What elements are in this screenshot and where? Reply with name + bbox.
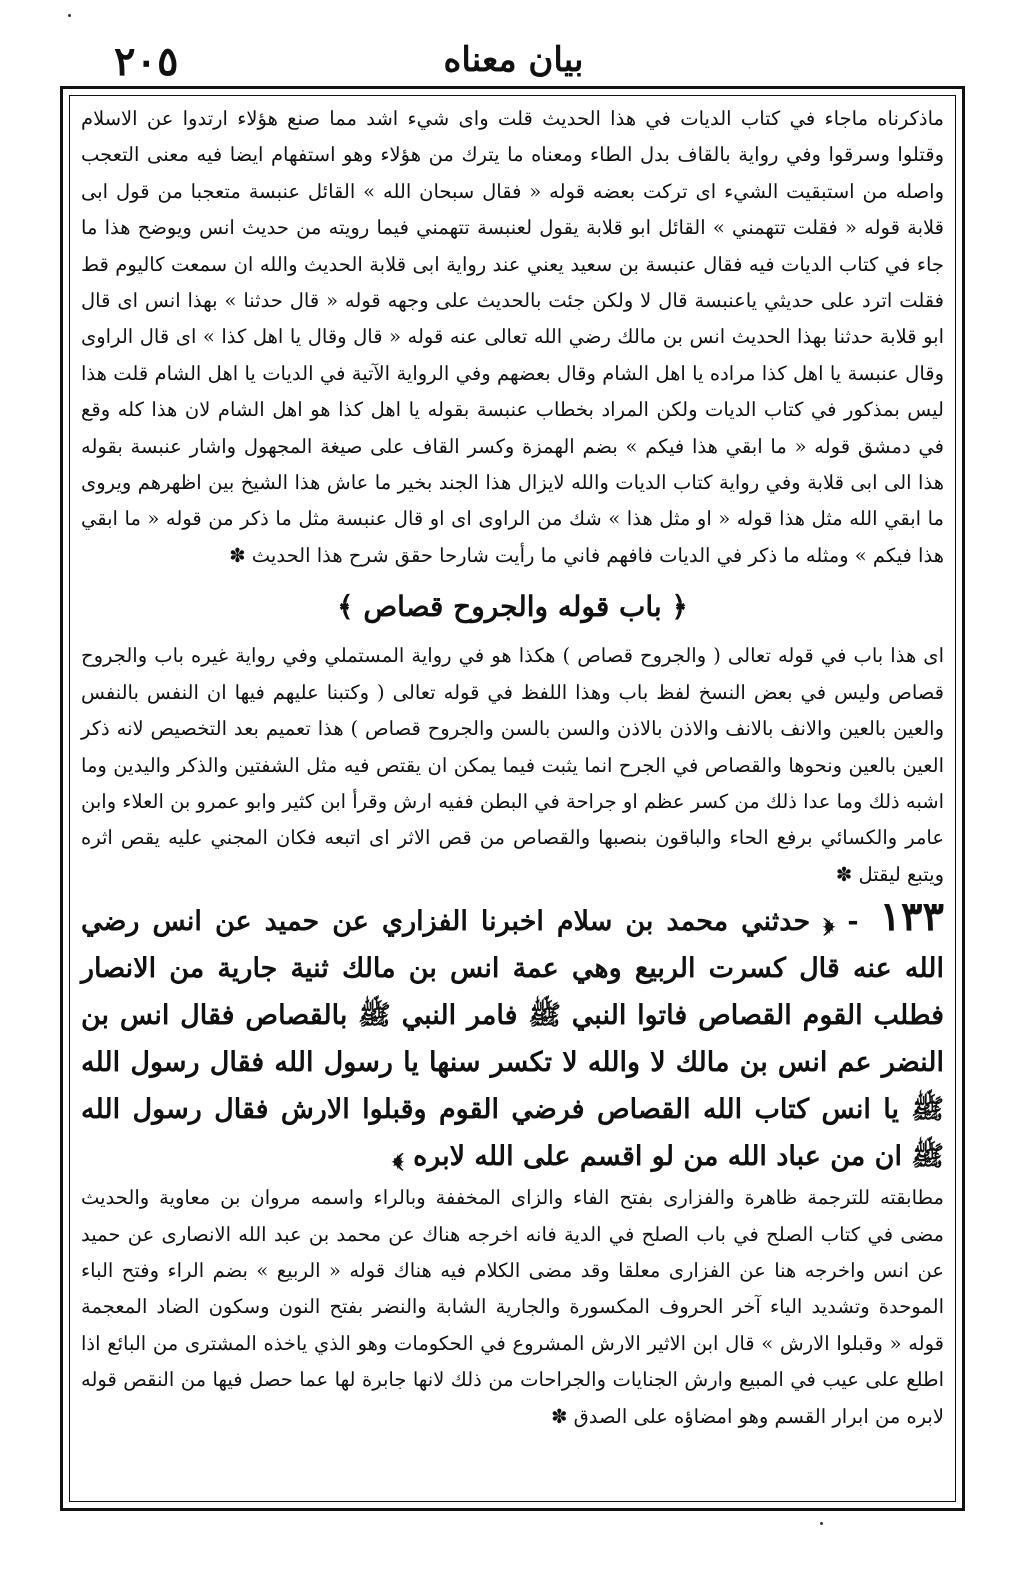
section-commentary-paragraph: اى هذا باب في قوله تعالى ( والجروح قصاص ) هكذا هو في رواية المستملي وفي رواية غيره باب والجروح قصاص وليس في بعض النسخ لفظ باب وهذا اللفظ في قوله تعالى ( وكتبنا عليهم فيها ان النفس بالنفس والعين بالعين والانف بالانف والاذن بالاذن والسن بالسن والجروح قصاص ) هذا تعميم بعد التخصيص لانه ذكر العين بالعين ونحوها والقصاص في الجرح انما يثبت فيما يمكن ان يقتص فيه مثل الشفتين والذكر واليدين وما اشبه ذلك وما عدا ذلك من كسر عظم او جراحة في البطن ففيه ارش وقرأ ابن كثير وابو عمرو بن العلاء وابن عامر والكسائي برفع الحاء والباقون بنصبها والقصاص من قص الاثر اى اتبعه فكان المجني عليه يقص اثره ويتبع ليقتل ✽ — [81, 644, 944, 886]
print-speck — [68, 14, 71, 17]
page-body — [81, 101, 944, 1498]
print-speck — [820, 1522, 823, 1525]
hadith-block: ١٣٣ - ﴿ حدثني محمد بن سلام اخبرنا الفزاري عن حميد عن انس رضي الله عنه قال كسرت الربيع وهي عمة انس بن مالك ثنية جارية من الانصار فطلب القوم القصاص فاتوا النبي ﷺ فامر النبي ﷺ بالقصاص فقال انس بن النضر عم انس بن مالك لا والله لا تكسر سنها يا رسول الله فقال رسول الله ﷺ يا انس كتاب الله القصاص فرضي القوم وقبلوا الارش فقال رسول الله ﷺ ان من عباد الله من لو اقسم على الله لابره ﴾ — [81, 893, 944, 1173]
page-title: بيان معناه — [443, 40, 584, 80]
section-heading: ﴿ باب قوله والجروح قصاص ﴾ — [337, 590, 688, 624]
page-header — [62, 36, 965, 84]
hadith-number: ١٣٣ — [879, 893, 944, 941]
hadith-text: ﴿ حدثني محمد بن سلام اخبرنا الفزاري عن حميد عن انس رضي الله عنه قال كسرت الربيع وهي عمة انس بن مالك ثنية جارية من الانصار فطلب القوم القصاص فاتوا النبي ﷺ فامر النبي ﷺ بالقصاص فقال انس بن النضر عم انس بن مالك لا والله لا تكسر سنها يا رسول الله فقال رسول الله ﷺ يا انس كتاب الله القصاص فرضي القوم وقبلوا الارش فقال رسول الله ﷺ ان من عباد الله من لو اقسم على الله لابره ﴾ — [81, 906, 944, 1173]
text-frame — [60, 86, 965, 1511]
commentary-opening-paragraph: ماذكرناه ماجاء في كتاب الديات في هذا الحديث قلت واى شيء اشد مما صنع هؤلاء ارتدوا عن الاسلام وقتلوا وسرقوا وفي رواية بالقاف بدل الطاء ومعناه ما يترك من هؤلاء وهو استفهام ايضا فيه معنى التعجب واصله من استبقيت الشيء اى تركت بعضه قوله « فقال سبحان الله » القائل عنبسة متعجبا من قول ابى قلابة قوله « فقلت تتهمني » القائل ابو قلابة يقول لعنبسة تتهمني فيما رويته من حديث انس ويوضح هذا ما جاء في كتاب الديات فيه فقال عنبسة بن سعيد يعني عند رواية ابى قلابة الحديث والله ان سمعت كاليوم قط فقلت اترد على حديثي ياعنبسة قال لا ولكن جئت بالحديث على وجهه قوله « قال حدثنا » بهذا انس اى قال ابو قلابة حدثنا بهذا الحديث انس بن مالك رضي الله تعالى عنه قوله « قال وقال يا اهل كذا » اى قال الراوى وقال عنبسة يا اهل كذا مراده يا اهل الشام وقال بعضهم وفي الرواية الآتية في الديات يا اهل الشام قلت هذا ليس بمذكور في كتاب الديات ولكن المراد بخطاب عنبسة بقوله يا اهل كذا هو اهل الشام لان هذا كله وقع في دمشق قوله « ما ابقي هذا فيكم » بضم الهمزة وكسر القاف على صيغة المجهول واشار عنبسة بقوله هذا الى ابى قلابة وفي رواية كتاب الديات والله لايزال هذا الجند بخير ما عاش هذا الشيخ بين اظهرهم ويروى ما ابقي الله مثل هذا قوله « او مثل هذا » شك من الراوى اى او قال عنبسة مثل ما ذكر من قوله « ما ابقي هذا فيكم » ومثله ما ذكر في الديات فافهم فاني ما رأيت شارحا حقق شرح هذا الحديث ✽ — [81, 107, 944, 567]
page-number: ٢٠٥ — [114, 38, 179, 85]
final-commentary-paragraph: مطابقته للترجمة ظاهرة والفزارى بفتح الفاء والزاى المخففة وبالراء واسمه مروان بن معاوية والحديث مضى في كتاب الصلح في باب الصلح في الدية فانه اخرجه هناك عن محمد بن عبد الله الانصارى عن حميد عن انس واخرجه هنا عن الفزارى معلقا وقد مضى الكلام فيه هناك قوله « الربيع » بضم الراء وفتح الباء الموحدة وتشديد الياء آخر الحروف المكسورة والجارية الشابة والنضر بفتح النون وسكون الضاد المعجمة قوله « وقبلوا الارش » قال ابن الاثير الارش المشروع في الحكومات وهو الذي ياخذه المشترى من البائع اذا اطلع على عيب في المبيع وارش الجنايات والجراحات من ذلك لانها جابرة لها عما حصل فيها من النقص قوله لابره من ابرار القسم وهو امضاؤه على الصدق ✽ — [81, 1186, 944, 1428]
